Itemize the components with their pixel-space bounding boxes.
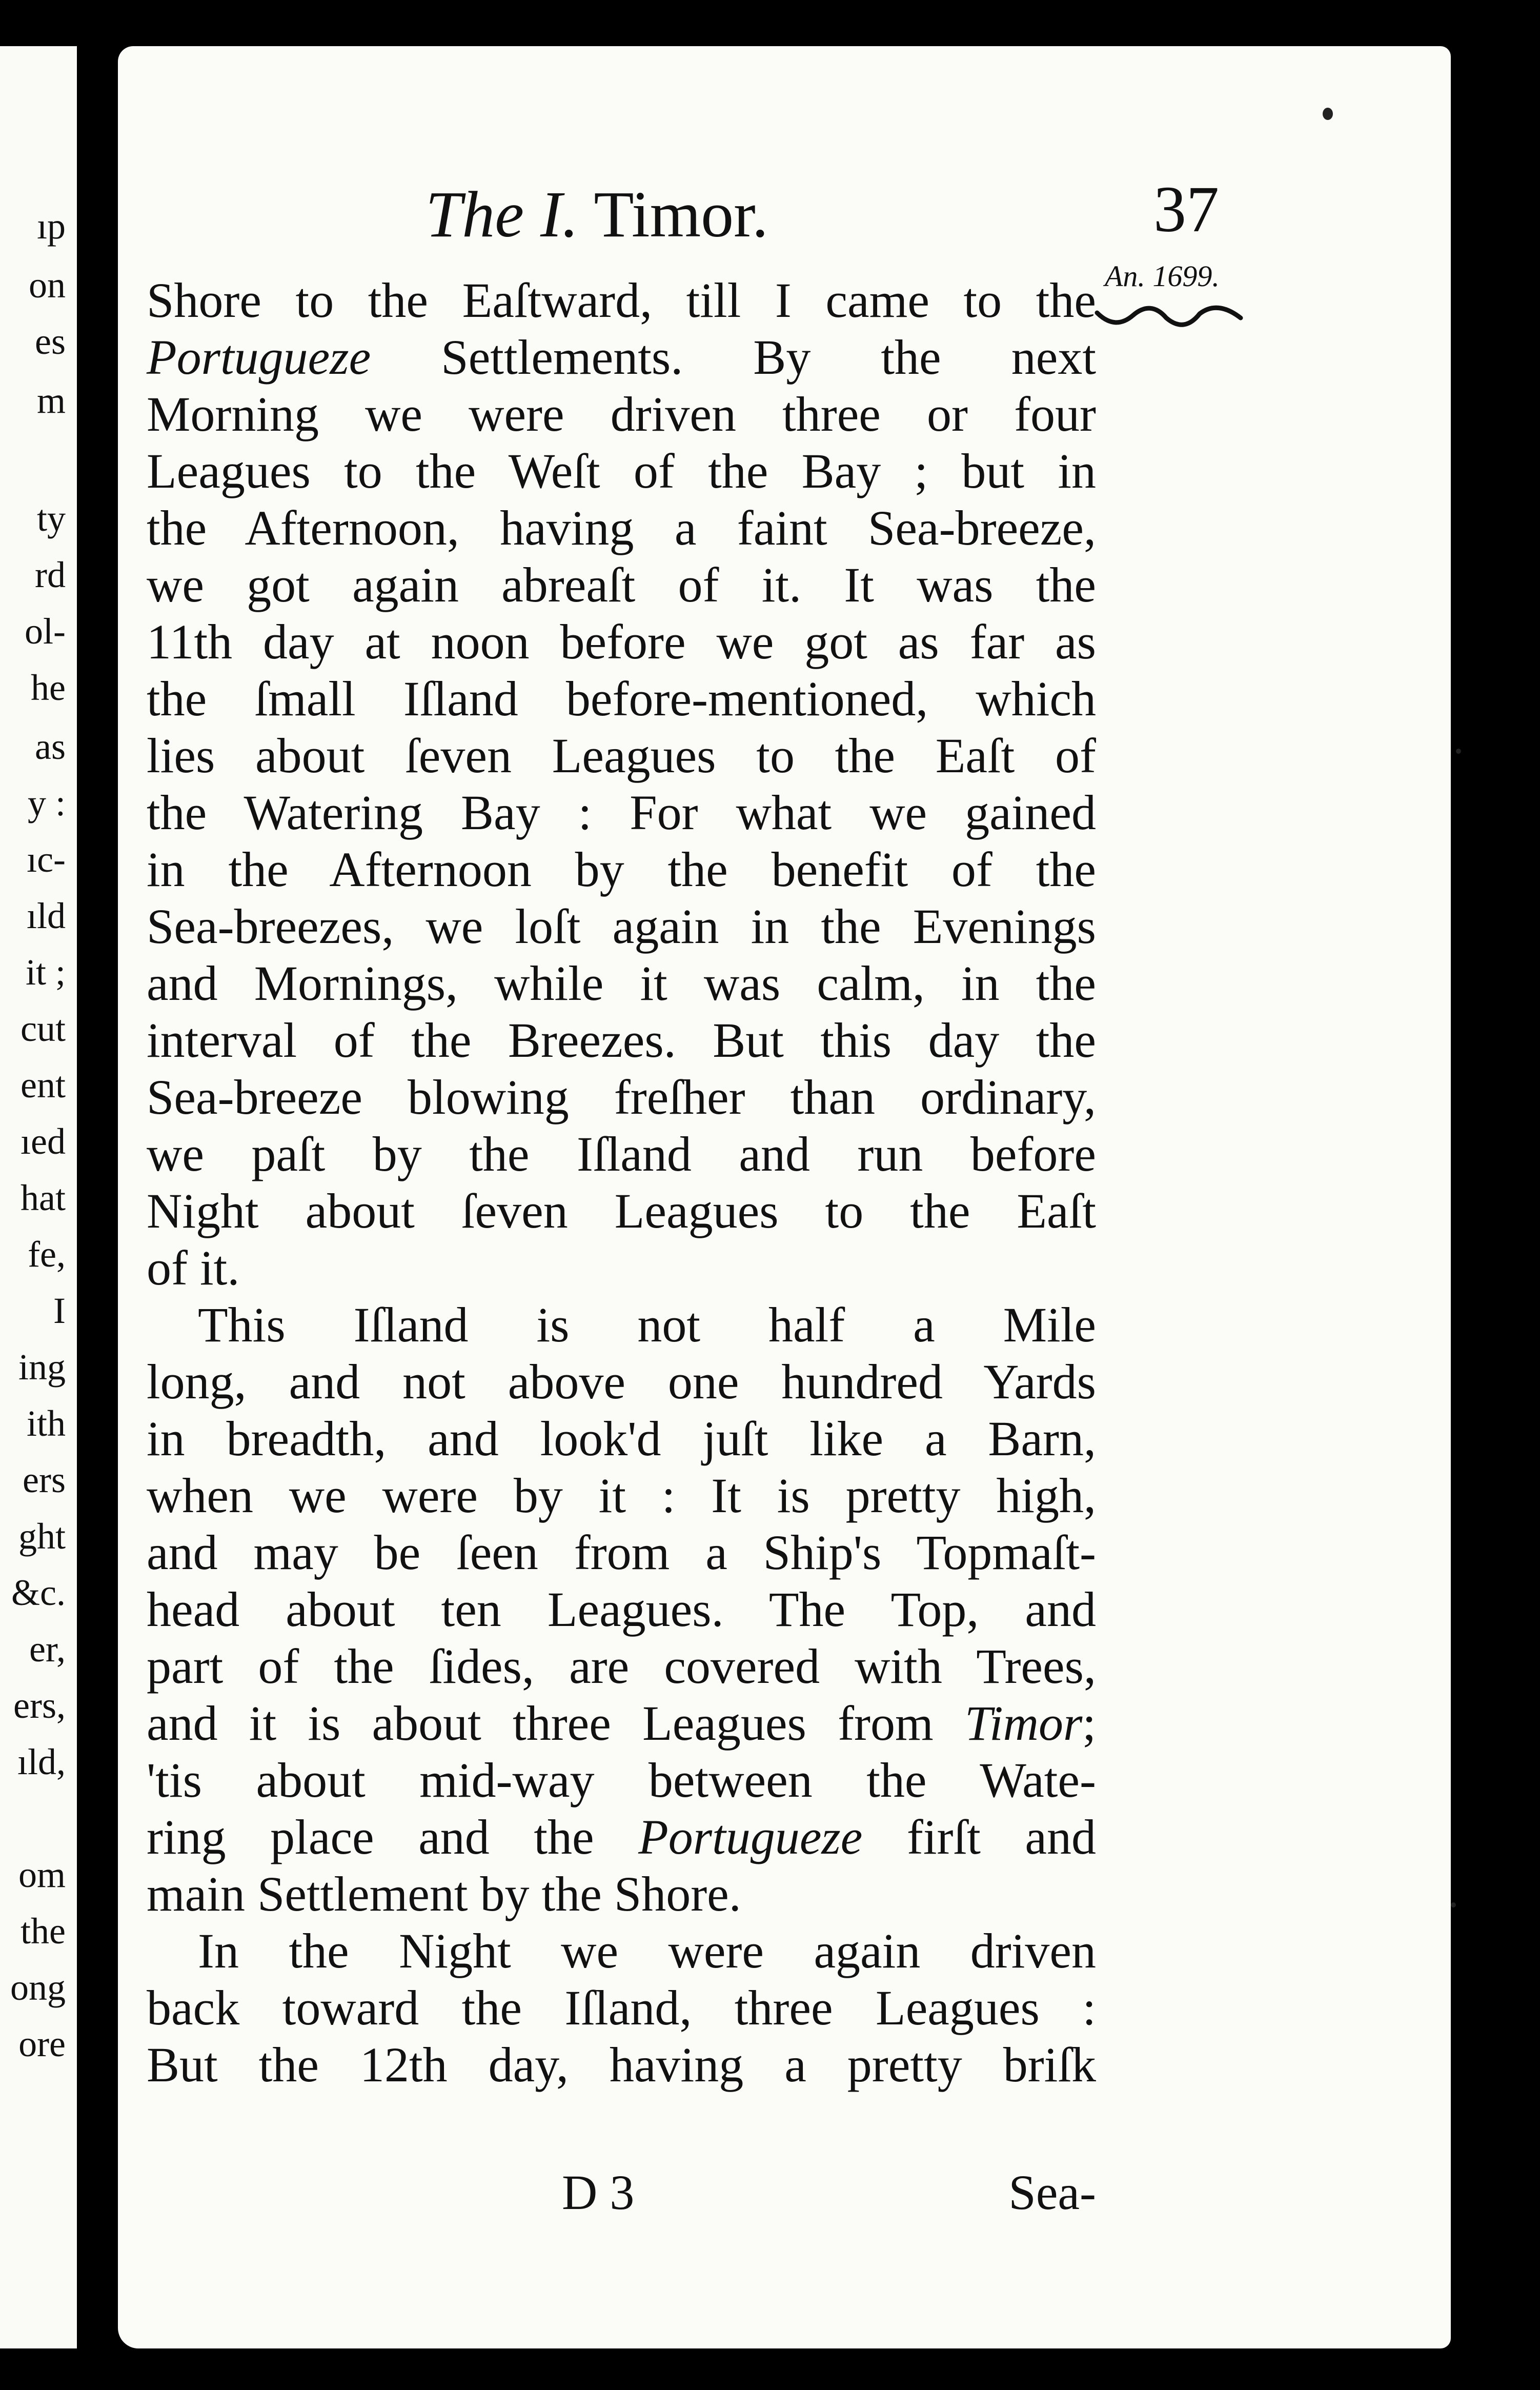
text-run: ring place and the xyxy=(147,1810,639,1864)
text-run: when we were by it : It is pretty high, xyxy=(147,1468,1096,1523)
text-run: and it is about three Leagues from xyxy=(147,1696,965,1751)
text-line xyxy=(147,613,1096,670)
text-run: we paſt by the Iſland and run before xyxy=(147,1127,1096,1181)
text-line xyxy=(147,272,1096,329)
text-run: part of the ſides, are covered with Trees, xyxy=(147,1639,1096,1694)
text-run: Sea-breeze blowing freſher than ordinary, xyxy=(147,1070,1096,1124)
text-line xyxy=(147,1239,1096,1296)
page-footer xyxy=(147,2164,1096,2225)
facing-page-line-fragment: the xyxy=(21,1911,66,1952)
text-line xyxy=(147,1979,1096,2036)
text-run: the Afternoon, having a faint Sea-breeze, xyxy=(147,500,1096,555)
facing-page-line-fragment: er, xyxy=(29,1629,66,1670)
text-run: Sea-breezes, we loſt again in the Evenings xyxy=(147,899,1096,954)
text-line xyxy=(147,1410,1096,1467)
facing-page-line-fragment: on xyxy=(29,265,66,306)
text-line xyxy=(147,1638,1096,1695)
text-line xyxy=(147,499,1096,556)
text-run: 11th day at noon before we got as far as xyxy=(147,614,1096,669)
signature-mark: D 3 xyxy=(562,2165,635,2220)
facing-page-fragment xyxy=(0,46,82,2348)
margin-note-year: An. 1699. xyxy=(1105,259,1220,293)
facing-page-line-fragment: ore xyxy=(18,2023,66,2064)
text-run: ; xyxy=(1082,1696,1096,1751)
page-number: 37 xyxy=(1153,173,1219,246)
text-line xyxy=(147,1695,1096,1752)
facing-page-line-fragment: fe, xyxy=(28,1234,66,1275)
italic-word: Timor xyxy=(964,1696,1083,1751)
running-head xyxy=(425,177,768,252)
ink-speck xyxy=(1323,108,1333,120)
text-line xyxy=(147,1182,1096,1239)
facing-page-line-fragment: I xyxy=(53,1290,66,1331)
ink-speck xyxy=(1451,1902,1456,1907)
text-run: the ſmall Iſland before-mentioned, which xyxy=(147,671,1096,726)
ink-speck xyxy=(1456,749,1461,754)
text-line xyxy=(147,1809,1096,1865)
catchword: Sea- xyxy=(1008,2165,1096,2220)
margin-bracket-ornament xyxy=(1095,303,1243,333)
facing-page-line-fragment: om xyxy=(18,1854,66,1895)
text-run: and may be ſeen from a Ship's Topmaſt- xyxy=(147,1525,1096,1580)
text-line xyxy=(147,898,1096,955)
text-run: in the Afternoon by the benefit of the xyxy=(147,842,1096,897)
facing-page-line-fragment: y : xyxy=(27,782,66,824)
text-line xyxy=(147,1524,1096,1581)
text-line xyxy=(147,670,1096,727)
text-line xyxy=(147,841,1096,898)
text-line xyxy=(147,556,1096,613)
facing-page-line-fragment: ıed xyxy=(21,1121,66,1162)
facing-page-line-fragment: as xyxy=(35,726,66,767)
text-line xyxy=(147,386,1096,443)
text-line xyxy=(147,1012,1096,1069)
facing-page-line-fragment: &c. xyxy=(11,1572,66,1613)
facing-page-line-fragment: it ; xyxy=(25,952,66,993)
facing-page-line-fragment: ers, xyxy=(13,1685,66,1726)
text-line xyxy=(147,1353,1096,1410)
facing-page-line-fragment: ol- xyxy=(25,611,66,652)
text-run: interval of the Breezes. But this day the xyxy=(147,1013,1096,1068)
facing-page-line-fragment: ith xyxy=(26,1403,66,1444)
text-run: Night about ſeven Leagues to the Eaſt xyxy=(147,1183,1096,1238)
text-run: But the 12th day, having a pretty briſk xyxy=(147,2037,1096,2092)
facing-page-line-fragment: ong xyxy=(10,1967,66,2008)
italic-word: Portugueze xyxy=(147,330,371,385)
italic-word: Portugueze xyxy=(638,1810,863,1864)
facing-page-line-fragment: cut xyxy=(21,1008,66,1049)
facing-page-line-fragment: ty xyxy=(36,498,66,539)
text-line xyxy=(147,1752,1096,1809)
text-run: In the Night we were again driven xyxy=(198,1923,1096,1978)
facing-page-line-fragment: ing xyxy=(18,1347,66,1388)
text-line xyxy=(147,1126,1096,1182)
text-line xyxy=(147,1922,1096,1979)
book-page xyxy=(118,46,1451,2348)
text-line xyxy=(147,2036,1096,2093)
facing-page-line-fragment: ent xyxy=(21,1065,66,1106)
facing-page-line-fragment: ıp xyxy=(36,206,66,247)
text-run: firſt and xyxy=(862,1810,1097,1864)
text-run: Leagues to the Weſt of the Bay ; but in xyxy=(147,444,1096,498)
text-run: Settlements. By the next xyxy=(371,330,1096,385)
text-run: This Iſland is not half a Mile xyxy=(198,1297,1096,1352)
facing-page-line-fragment: ers xyxy=(23,1459,66,1500)
text-line xyxy=(147,1467,1096,1524)
facing-page-line-fragment: ıc- xyxy=(27,839,66,880)
text-run: head about ten Leagues. The Top, and xyxy=(147,1582,1096,1637)
facing-page-line-fragment: es xyxy=(35,321,66,362)
text-line xyxy=(147,784,1096,841)
text-run: main Settlement by the Shore. xyxy=(147,1866,741,1921)
facing-page-line-fragment: rd xyxy=(35,554,66,595)
text-line xyxy=(147,727,1096,784)
text-line xyxy=(147,1296,1096,1353)
text-line xyxy=(147,955,1096,1012)
text-run: the Watering Bay : For what we gained xyxy=(147,785,1096,840)
facing-page-line-fragment: ıld, xyxy=(17,1741,66,1782)
running-head-italic: The I. xyxy=(425,178,579,251)
text-run: 'tis about mid-way between the Wate- xyxy=(147,1753,1096,1807)
text-run: Shore to the Eaſtward, till I came to the xyxy=(147,273,1096,328)
running-head-roman: Timor. xyxy=(578,178,768,251)
facing-page-line-fragment: he xyxy=(31,667,66,708)
text-run: of it. xyxy=(147,1240,240,1295)
text-line xyxy=(147,1581,1096,1638)
facing-page-line-fragment: hat xyxy=(21,1177,66,1218)
text-run: and Mornings, while it was calm, in the xyxy=(147,956,1096,1011)
facing-page-line-fragment: m xyxy=(36,380,66,421)
text-run: lies about ſeven Leagues to the Eaſt of xyxy=(147,728,1096,783)
text-line xyxy=(147,443,1096,499)
text-run: we got again abreaſt of it. It was the xyxy=(147,557,1096,612)
text-run: Morning we were driven three or four xyxy=(147,387,1096,441)
body-text xyxy=(147,272,1096,2093)
text-run: in breadth, and look'd juſt like a Barn, xyxy=(147,1411,1096,1466)
facing-page-line-fragment: ght xyxy=(18,1516,66,1557)
text-line xyxy=(147,329,1096,386)
facing-page-line-fragment: ıld xyxy=(26,895,66,936)
text-run: back toward the Iſland, three Leagues : xyxy=(147,1980,1096,2035)
text-run: long, and not above one hundred Yards xyxy=(147,1354,1096,1409)
text-line xyxy=(147,1865,1096,1922)
text-line xyxy=(147,1069,1096,1126)
